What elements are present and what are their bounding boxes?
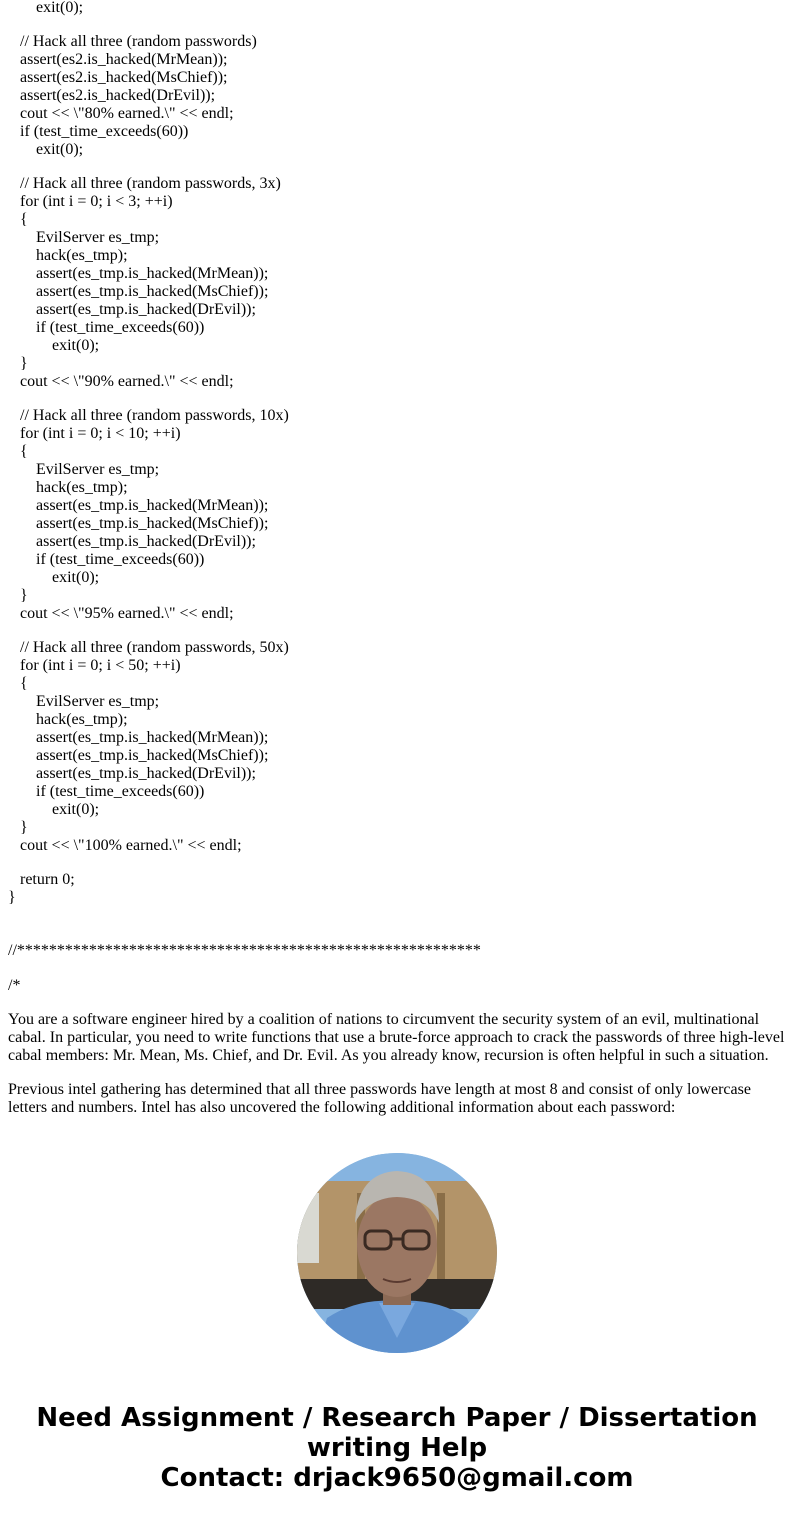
code-line: assert(es2.is_hacked(DrEvil)); xyxy=(20,87,216,104)
blank-line xyxy=(0,391,794,407)
code-line: assert(es2.is_hacked(MsChief)); xyxy=(20,69,228,86)
code-line: exit(0); xyxy=(52,337,100,354)
author-photo xyxy=(297,1153,497,1353)
intel-paragraph: Previous intel gathering has determined that all three passwords have length at most 8 and consist of only lowercase letters and numbers. Intel has also uncovered the following additional information about each password: xyxy=(8,1081,751,1116)
code-line: if (test_time_exceeds(60)) xyxy=(36,319,205,336)
promo-contact: Contact: drjack9650@gmail.com xyxy=(160,1463,634,1493)
code-line: { xyxy=(20,675,28,692)
promo-banner xyxy=(0,1403,794,1493)
comment-separator: //********************************************************** xyxy=(8,942,481,959)
code-line: assert(es_tmp.is_hacked(MsChief)); xyxy=(36,747,269,764)
code-line: // Hack all three (random passwords, 3x) xyxy=(20,175,281,192)
code-line: cout << \"100% earned.\" << endl; xyxy=(20,837,242,854)
code-line: if (test_time_exceeds(60)) xyxy=(36,551,205,568)
promo-line-1: Need Assignment / Research Paper / Dissertation xyxy=(36,1403,758,1433)
code-line: } xyxy=(20,587,28,604)
code-line: exit(0); xyxy=(52,801,100,818)
code-line: assert(es_tmp.is_hacked(DrEvil)); xyxy=(36,301,256,318)
code-line: // Hack all three (random passwords) xyxy=(20,33,257,50)
code-line: for (int i = 0; i < 10; ++i) xyxy=(20,425,181,442)
code-line: } xyxy=(8,889,16,906)
code-line: } xyxy=(20,819,28,836)
code-line: // Hack all three (random passwords, 50x) xyxy=(20,639,289,656)
code-line: cout << \"90% earned.\" << endl; xyxy=(20,373,234,390)
code-line: hack(es_tmp); xyxy=(36,711,128,728)
code-line: hack(es_tmp); xyxy=(36,247,128,264)
code-line: assert(es_tmp.is_hacked(MrMean)); xyxy=(36,497,269,514)
code-line: EvilServer es_tmp; xyxy=(36,693,160,710)
blank-line xyxy=(0,855,794,871)
portrait-image xyxy=(297,1153,497,1353)
code-line: for (int i = 0; i < 3; ++i) xyxy=(20,193,173,210)
code-line: EvilServer es_tmp; xyxy=(36,229,160,246)
code-line: EvilServer es_tmp; xyxy=(36,461,160,478)
code-line: assert(es_tmp.is_hacked(DrEvil)); xyxy=(36,533,256,550)
code-line: cout << \"80% earned.\" << endl; xyxy=(20,105,234,122)
code-line: for (int i = 0; i < 50; ++i) xyxy=(20,657,181,674)
promo-line-2: writing Help xyxy=(306,1433,488,1463)
code-line: exit(0); xyxy=(52,569,100,586)
intro-paragraph: You are a software engineer hired by a coalition of nations to circumvent the security system of an evil, multinational cabal. In particular, you need to write functions that use a brute-force approach to crack the passwords of three high-level cabal members: Mr. Mean, Ms. Chief, and Dr. Evil. As you already know, recursion is often helpful in such a situation. xyxy=(8,1011,785,1064)
code-line: assert(es_tmp.is_hacked(MrMean)); xyxy=(36,265,269,282)
blank-line xyxy=(0,17,794,33)
blank-line xyxy=(0,159,794,175)
code-line: // Hack all three (random passwords, 10x) xyxy=(20,407,289,424)
code-line: assert(es2.is_hacked(MrMean)); xyxy=(20,51,228,68)
code-line: if (test_time_exceeds(60)) xyxy=(20,123,189,140)
code-line: assert(es_tmp.is_hacked(MsChief)); xyxy=(36,283,269,300)
code-line: hack(es_tmp); xyxy=(36,479,128,496)
code-line: exit(0); xyxy=(36,0,84,16)
code-line: } xyxy=(20,355,28,372)
code-line: if (test_time_exceeds(60)) xyxy=(36,783,205,800)
code-line: exit(0); xyxy=(36,141,84,158)
code-line: assert(es_tmp.is_hacked(MsChief)); xyxy=(36,515,269,532)
code-line: assert(es_tmp.is_hacked(DrEvil)); xyxy=(36,765,256,782)
code-line: return 0; xyxy=(20,871,75,888)
code-line: { xyxy=(20,211,28,228)
code-line: { xyxy=(20,443,28,460)
code-line: assert(es_tmp.is_hacked(MrMean)); xyxy=(36,729,269,746)
block-comment-open: /* xyxy=(8,977,21,994)
blank-line xyxy=(0,623,794,639)
code-line: cout << \"95% earned.\" << endl; xyxy=(20,605,234,622)
